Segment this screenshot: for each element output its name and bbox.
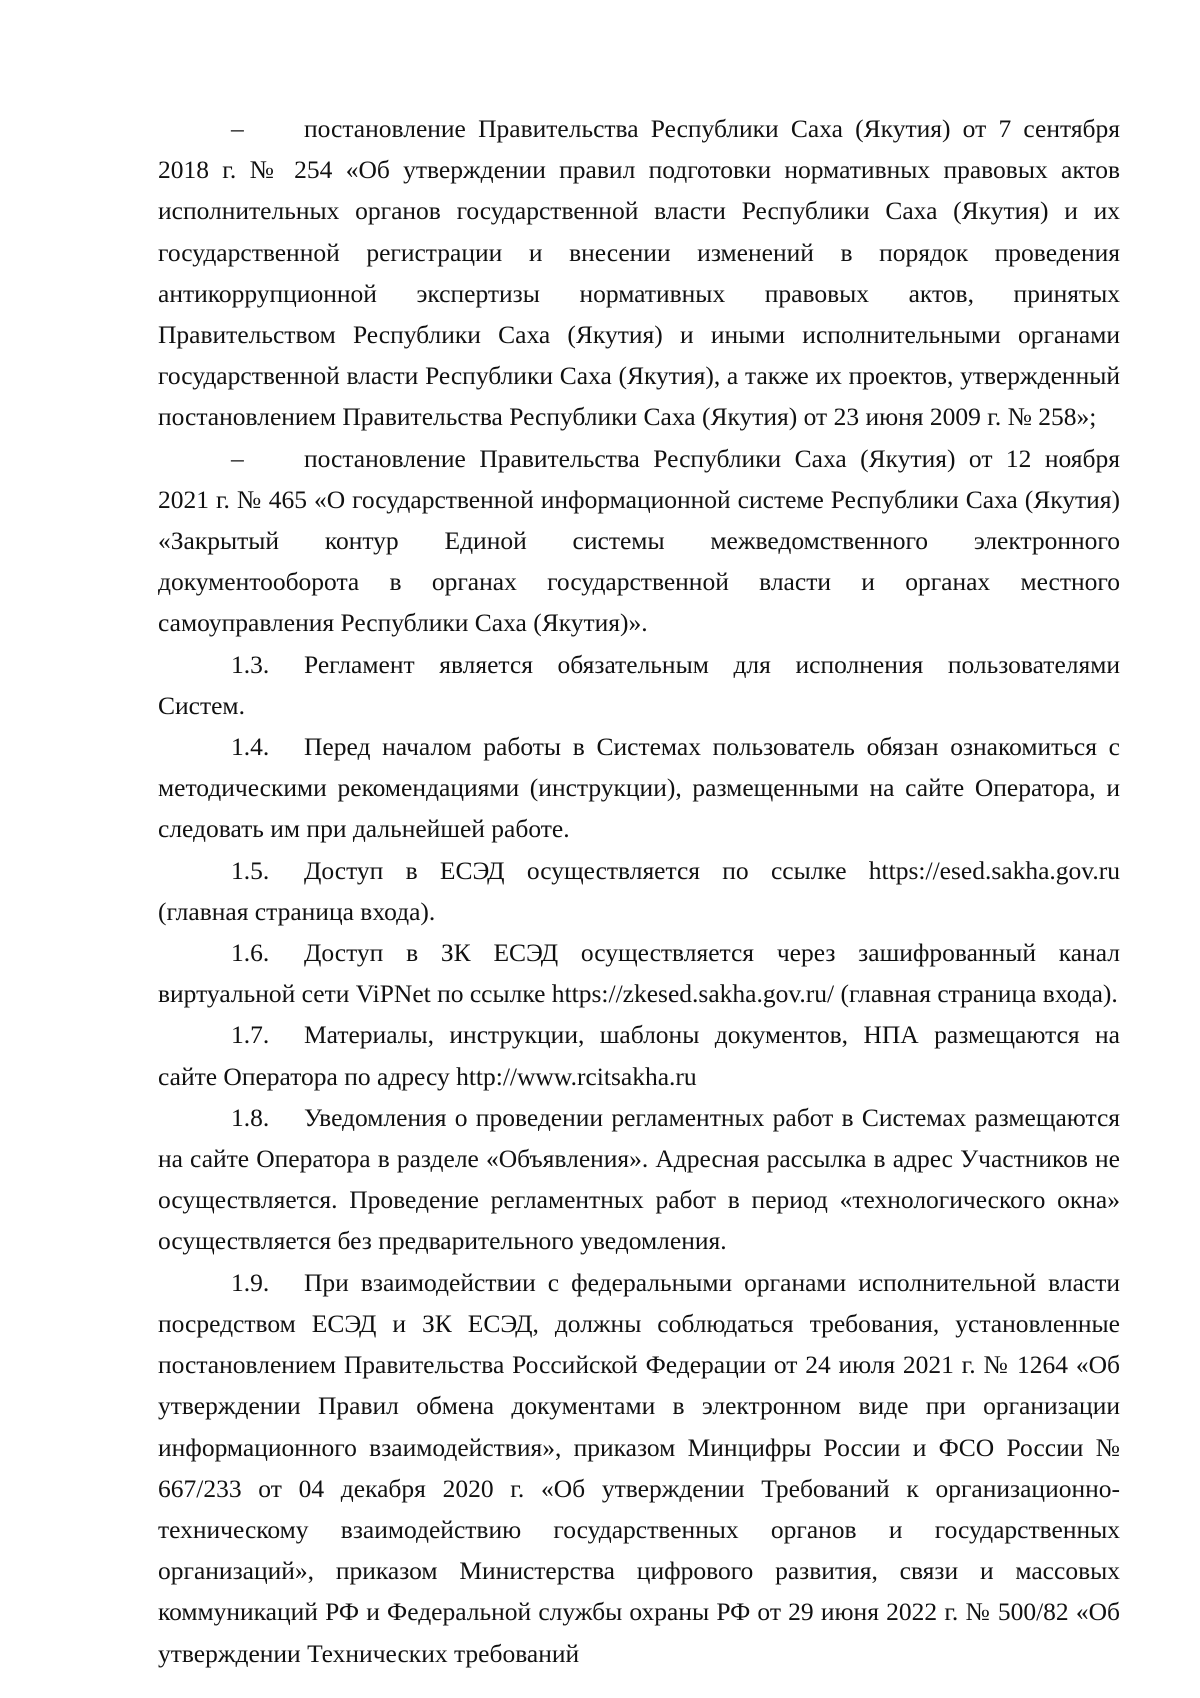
- paragraph-1-6: [158, 932, 1120, 1014]
- paragraph-1-5: [158, 850, 1120, 932]
- section-number: 1.6.: [231, 938, 270, 968]
- section-number: 1.9.: [231, 1267, 270, 1297]
- paragraph-bullet-2: [158, 438, 1120, 644]
- list-marker: –: [231, 114, 244, 143]
- section-number: 1.4.: [231, 732, 270, 762]
- paragraph-text: постановление Правительства Республики Саха (Якутия) от 7 сентября 2018 г. № 254 «Об утверждении правил подготовки нормативных правовых актов исполнительных органов государственной власти Республики Саха (Якутия) и их государственной регистрации и внесении изменений в порядок проведения антикоррупционной экспертизы нормативных правовых актов, принятых Правительством Республики Саха (Якутия) и иными исполнительными органами государственной власти Республики Саха (Якутия), а также их проектов, утвержденный постановлением Правительства Республики Саха (Якутия) от 23 июня 2009 г. № 258»;: [158, 114, 1120, 432]
- paragraph-text: Перед началом работы в Системах пользователь обязан ознакомиться с методическими рекомендациями (инструкции), размещенными на сайте Оператора, и следовать им при дальнейшей работе.: [158, 732, 1120, 844]
- paragraph-text: Уведомления о проведении регламентных работ в Системах размещаются на сайте Оператора в разделе «Объявления». Адресная рассылка в адрес Участников не осуществляется. Проведение регламентных работ в период «технологического окна» осуществляется без предварительного уведомления.: [158, 1102, 1120, 1256]
- paragraph-1-8: [158, 1097, 1120, 1262]
- paragraph-text: Доступ в ЗК ЕСЭД осуществляется через зашифрованный канал виртуальной сети ViPNet по ссылке https://zkesed.sakha.gov.ru/ (главная страница входа).: [158, 938, 1120, 1009]
- paragraph-text: постановление Правительства Республики Саха (Якутия) от 12 ноября 2021 г. № 465 «О государственной информационной системе Республики Саха (Якутия) «Закрытый контур Единой системы межведомственного электронного документооборота в органах государственной власти и органах местного самоуправления Республики Саха (Якутия)».: [158, 443, 1120, 638]
- paragraph-1-9: [158, 1262, 1120, 1674]
- paragraph-1-4: [158, 726, 1120, 850]
- section-number: 1.5.: [231, 855, 270, 885]
- list-marker: –: [231, 443, 244, 473]
- section-number: 1.3.: [231, 649, 270, 679]
- section-number: 1.8.: [231, 1102, 270, 1132]
- paragraph-text: Материалы, инструкции, шаблоны документов, НПА размещаются на сайте Оператора по адресу http://www.rcitsakha.ru: [158, 1020, 1120, 1091]
- document-body: [158, 108, 1120, 1674]
- paragraph-text: Доступ в ЕСЭД осуществляется по ссылке https://esed.sakha.gov.ru (главная страница входа).: [158, 855, 1120, 926]
- paragraph-text: При взаимодействии с федеральными органами исполнительной власти посредством ЕСЭД и ЗК ЕСЭД, должны соблюдаться требования, установленные постановлением Правительства Российской Федерации от 24 июля 2021 г. № 1264 «Об утверждении Правил обмена документами в электронном виде при организации информационного взаимодействия», приказом Минцифры России и ФСО России № 667/233 от 04 декабря 2020 г. «Об утверждении Требований к организационно-техническому взаимодействию государственных органов и государственных организаций», приказом Министерства цифрового развития, связи и массовых коммуникаций РФ и Федеральной службы охраны РФ от 29 июня 2022 г. № 500/82 «Об утверждении Технических требований: [158, 1267, 1120, 1668]
- paragraph-1-3: [158, 644, 1120, 726]
- paragraph-text: Регламент является обязательным для исполнения пользователями Систем.: [158, 649, 1120, 720]
- section-number: 1.7.: [231, 1020, 270, 1050]
- paragraph-1-7: [158, 1014, 1120, 1096]
- paragraph-bullet-1: [158, 108, 1120, 438]
